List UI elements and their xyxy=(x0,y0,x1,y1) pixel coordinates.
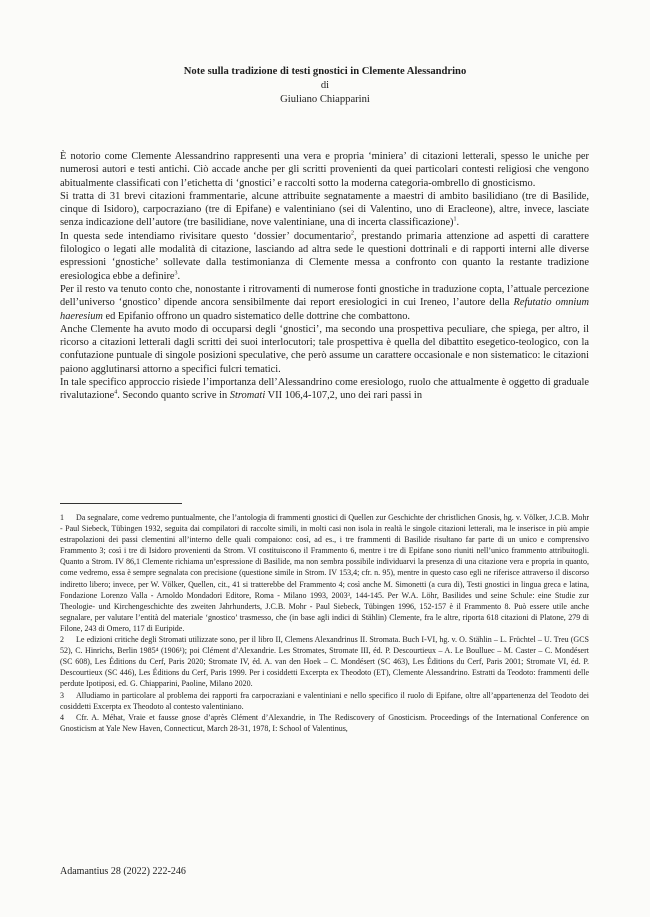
footnote: 1 Da segnalare, come vedremo puntualmente, che l’antologia di frammenti gnostici di Quellen zur Geschichte der christlichen Gnosis, hg. v. Völker, J.C.B. Mohr - Paul Siebeck, Tübingen 1932, seguita dai compilatori di raccolte simili, in molti casi non isola in realtà le singole citazioni letterali, ma le inserisce in più ampie estrapolazioni dei passi clementini all’interno delle quali compaiono: così, ad es., i tre frammenti di Basilide risultano far parte di un unico e comprensivo Frammento 3; così i tre di Isidoro provenienti da Strom. VI costituiscono il Frammento 6, mentre i tre di Epifane sono riuniti nell’unico frammento attribuitogli. Quanto a Strom. IV 86,1 Clemente richiama un’espressione di Basilide, ma non sembra possibile individuarvi la presenza di una citazione vera e propria in quanto, come vedremo, essa è sempre segnalata con precisione (questione simile in Strom. IV 153,4; cfr. n. 95), mentre in questo caso egli ne riferisce attraverso il discorso indiretto libero; invece, per W. Völker, Quellen, cit., 41 si tratterebbe del Frammento 4; così anche M. Simonetti (a cura di), Testi gnostici in lingua greca e latina, Fondazione Lorenzo Valla - Arnoldo Mondadori Editore, Roma - Milano 1993, 2003³, 144-145. Per W.A. Löhr, Basilides und seine Schule: eine Studie zur Theologie- und Kirchengeschichte des zweiten Jahrhunderts, J.C.B. Mohr - Paul Siebeck, Tübingen 1996, 152-157 è il Frammento 8. Può essere utile anche segnalare, per valutare l’entità del materiale ‘gnostico’ trasmesso, che (in base agli indici di Stählin) Clemente, fra le altre, riporta 618 citazioni di Platone, 279 di Filone, 243 di Omero, 117 di Euripide. xyxy=(60,513,589,633)
body-paragraph: Si tratta di 31 brevi citazioni frammentarie, alcune attribuite segnatamente a maestri di ambito basilidiano (tre di Basilide, cinque di Isidoro), carpocraziano (tre di Epifane) e valentiniano (sei di Valentino, uno di Eracleone), altre, invece, lasciate senza indicazione dell’autore (tre basilidiane, nove valentiniane, una di incerta classificazione)$^1$. xyxy=(60,190,589,229)
footnote-separator xyxy=(60,503,182,504)
footnote: 3 Alludiamo in particolare al problema dei rapporti fra carpocraziani e valentiniani e nello specifico il ruolo di Epifane, oltre all’appartenenza del Teodoto dei cosiddetti Excerpta ex Theodoto al contesto valentiniano. xyxy=(60,690,589,711)
footnote-ref[interactable]: 4 xyxy=(114,389,118,396)
footnote-ref[interactable]: 3 xyxy=(174,270,178,277)
footnote-ref[interactable]: 1 xyxy=(453,217,457,224)
article-title: Note sulla tradizione di testi gnostici in Clemente Alessandrino xyxy=(183,66,467,77)
body-paragraph: Per il resto va tenuto conto che, nonostante i ritrovamenti di numerose fonti gnostiche in traduzione copta, l’attuale percezione dell’universo ‘gnostico’ dipende ancora sensibilmente dai report eresiologici in cui Ireneo, l’autore della Refutatio omnium haeresium ed Epifanio offrono un quadro sistematico delle dottrine che combattono. xyxy=(60,283,589,322)
article-header xyxy=(0,65,650,107)
footnote-number: 4 xyxy=(60,712,64,722)
footnotes xyxy=(60,512,589,734)
author-name: Giuliano Chiapparini xyxy=(280,94,370,105)
article-body xyxy=(60,150,589,403)
footnote-number: 2 xyxy=(60,635,64,645)
footnote: 4 Cfr. A. Méhat, Vraie et fausse gnose d’après Clément d’Alexandrie, in The Rediscovery of Gnosticism. Proceedings of the International Conference on Gnosticism at Yale New Haven, Connecticut, March 28-31, 1978, I: School of Valentinus, xyxy=(60,712,589,733)
body-paragraph: Anche Clemente ha avuto modo di occuparsi degli ‘gnostici’, ma secondo una prospettiva peculiare, che spiega, per altro, il ricorso a citazioni letterali dagli scritti dei suoi interlocutori; tale prospettiva è quella del dibattito esegetico-teologico, con la confutazione puntuale di singole posizioni speculative, che però assume un carattere occasionale e non sistematico: le citazioni paiono agglutinarsi attorno a specifici fulcri tematici. xyxy=(60,323,589,375)
footnote-ref[interactable]: 2 xyxy=(350,230,354,237)
byline-di: di xyxy=(320,80,330,91)
body-paragraph: In questa sede intendiamo rivisitare questo ‘dossier’ documentario$^2$, prestando primaria attenzione ad aspetti di carattere filologico o legati alle modalità di citazione, lasciando ad altra sede le questioni dottrinali e di rapporti interni alle diverse espressioni ‘gnostiche’ sollevate dalla testimonianza di Clemente messa a confronto con quanto la restante tradizione eresiologica ebbe a definire$^3$. xyxy=(60,230,589,282)
body-paragraph: È notorio come Clemente Alessandrino rappresenti una vera e propria ‘miniera’ di citazioni letterali, spesso le uniche per numerosi autori e testi antichi. Ciò accade anche per gli scritti provenienti da quei particolari contesti religiosi che vengono abitualmente classificati con l’etichetta di ‘gnostici’ e raccolti sotto la moderna categoria-ombrello di gnosticismo. xyxy=(60,151,589,189)
journal-footer: Adamantius 28 (2022) 222-246 xyxy=(60,866,186,877)
footnote-number: 1 xyxy=(60,513,64,522)
footnote: 2 Le edizioni critiche degli Stromati utilizzate sono, per il libro II, Clemens Alexandrinus II. Stromata. Buch I-VI, hg. v. O. Stählin – L. Früchtel – U. Treu (GCS 52), C. Hinrichs, Berlin 1985⁴ (1906¹); poi Clément d’Alexandrie. Les Stromates, Stromate III, éd. P. Descourtieux – A. Le Boulluec – M. Caster – C. Mondésert (SC 608), Les Éditions du Cerf, Paris 2020; Stromate IV, éd. A. van den Hoek – C. Mondésert (SC 463), Les Éditions du Cerf, Paris 2001; Stromate VI, éd. P. Descourtieux (SC 446), Les Éditions du Cerf, Paris 1999. Per i cosiddetti Excerpta ex Theodoto (ET), Clemente Alessandrino. Estratti da Teodoto: frammenti delle perdute Ipotiposi, ed. G. Chiapparini, Paoline, Milano 2020. xyxy=(60,635,589,689)
footnote-number: 3 xyxy=(60,690,64,700)
body-paragraph: In tale specifico approccio risiede l’importanza dell’Alessandrino come eresiologo, ruolo che attualmente è oggetto di graduale rivalutazione$^4$. Secondo quanto scrive in Stromati VII 106,4-107,2, uno dei rari passi in xyxy=(60,377,589,402)
